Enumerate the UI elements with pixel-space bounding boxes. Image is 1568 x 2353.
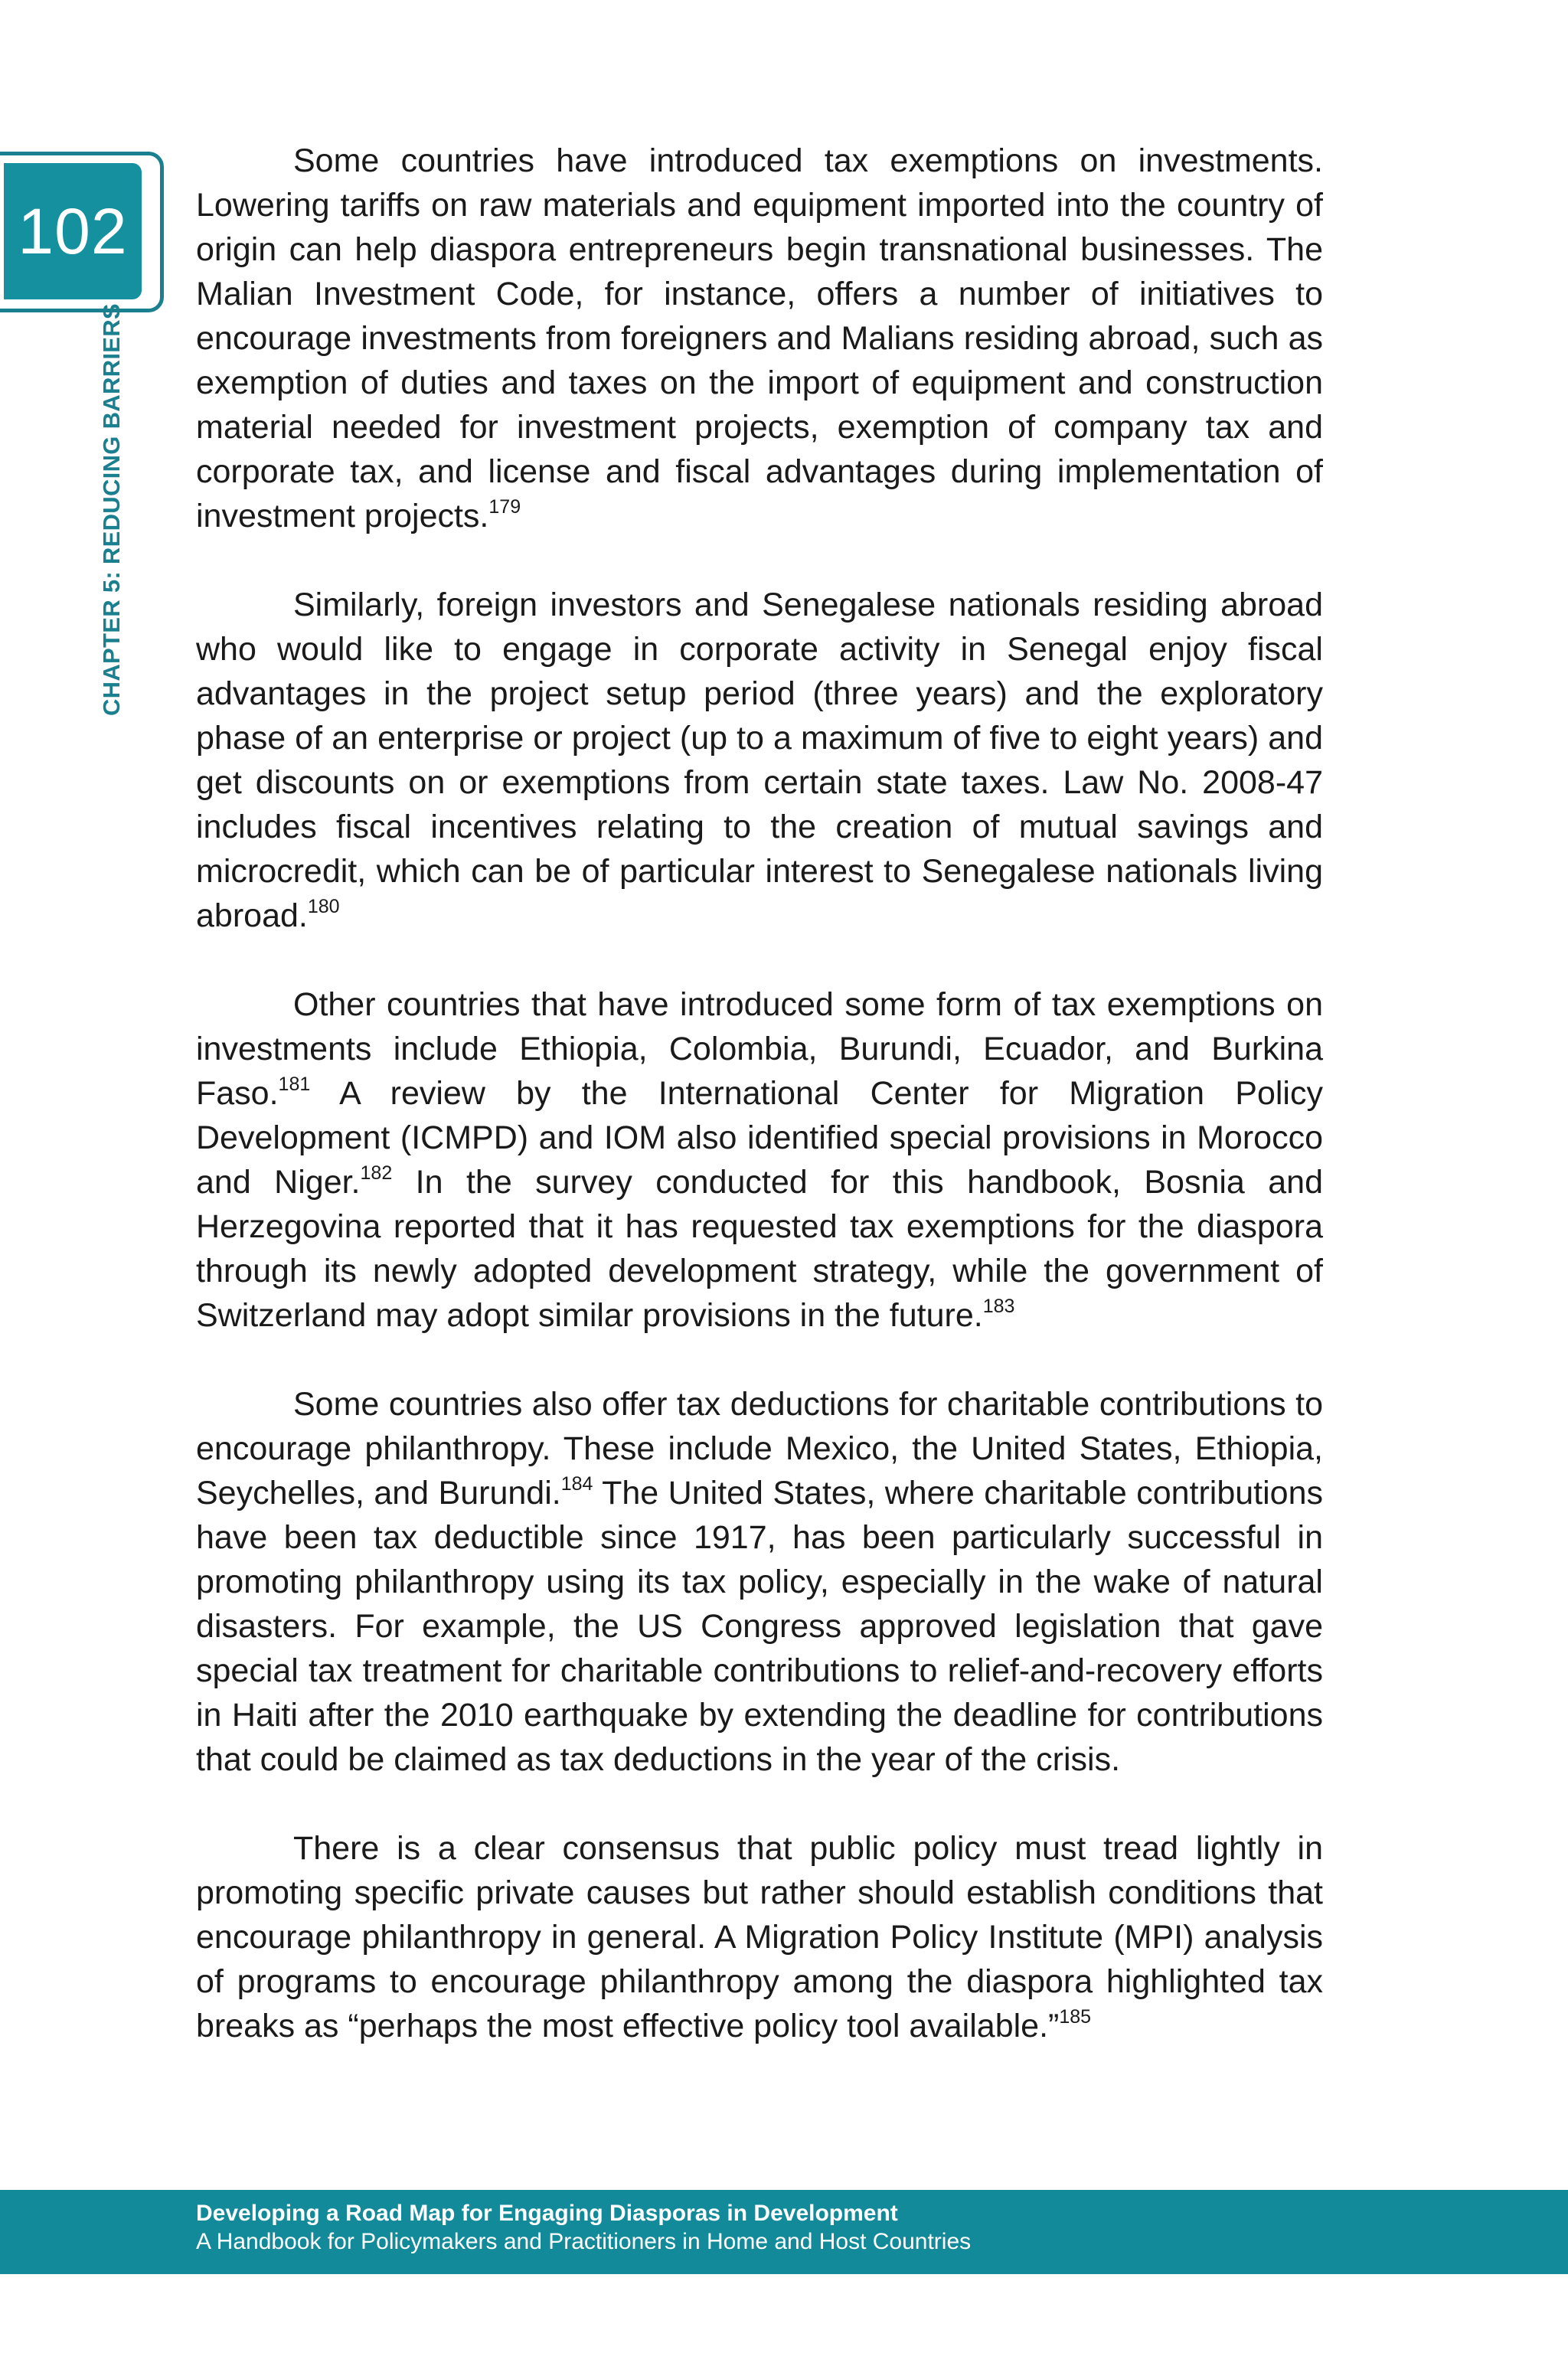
footnote-ref: 179 xyxy=(488,496,521,518)
paragraph xyxy=(196,982,1323,1338)
footnote-ref: 184 xyxy=(560,1473,593,1495)
chapter-label: CHAPTER 5: REDUCING BARRIERS xyxy=(98,303,125,716)
paragraph xyxy=(196,1382,1323,1782)
paragraph-text: In the survey conducted for this handbook, Bosnia and Herzegovina reported that it has requested tax exemptions for the diaspora through its newly adopted development strategy, while the government of Switzerland may adopt similar provisions in the future. xyxy=(196,1164,1323,1334)
paragraph xyxy=(196,583,1323,938)
page-number: 102 xyxy=(4,163,142,299)
paragraph xyxy=(196,1826,1323,2048)
footnote-ref: 185 xyxy=(1059,2006,1092,2028)
paragraph-text: Some countries also offer tax deductions for charitable contributions to encourage philanthropy. These include Mexico, the United States, Ethiopia, Seychelles, and Burundi. xyxy=(196,1386,1323,1511)
footnote-ref: 181 xyxy=(278,1074,311,1095)
page-number-tab xyxy=(0,152,164,312)
footnote-ref: 183 xyxy=(982,1296,1015,1317)
paragraph-text: Some countries have introduced tax exemptions on investments. Lowering tariffs on raw materials and equipment imported into the country of origin can help diaspora entrepreneurs begin transnational businesses. The Malian Investment Code, for instance, offers a number of initiatives to encourage investments from foreigners and Malians residing abroad, such as exemption of duties and taxes on the import of equipment and construction material needed for investment projects, exemption of company tax and corporate tax, and license and fiscal advantages during implementation of investment projects. xyxy=(196,142,1323,534)
footnote-ref: 180 xyxy=(307,896,340,917)
paragraph xyxy=(196,139,1323,538)
paragraph-text: The United States, where charitable contributions have been tax deductible since 1917, has been particularly successful in promoting philanthropy using its tax policy, especially in the wake of natural disasters. For example, the US Congress approved legislation that gave special tax treatment for charitable contributions to relief-and-recovery efforts in Haiti after the 2010 earthquake by extending the deadline for contributions that could be claimed as tax deductions in the year of the crisis. xyxy=(196,1475,1324,1778)
body-text xyxy=(196,139,1323,2093)
footer-subtitle: A Handbook for Policymakers and Practitioners in Home and Host Countries xyxy=(196,2229,972,2254)
footnote-ref: 182 xyxy=(360,1162,393,1184)
paragraph-text: Other countries that have introduced some form of tax exemptions on investments include Ethiopia, Colombia, Burundi, Ecuador, and Burkina Faso. xyxy=(196,986,1323,1112)
paragraph-text: Similarly, foreign investors and Senegalese nationals residing abroad who would like to engage in corporate activity in Senegal enjoy fiscal advantages in the project setup period (three years) and the exploratory phase of an enterprise or project (up to a maximum of five to eight years) and get discounts on or exemptions from certain state taxes. Law No. 2008-47 includes fiscal incentives relating to the creation of mutual savings and microcredit, which can be of particular interest to Senegalese nationals living abroad. xyxy=(196,587,1323,934)
paragraph-text: There is a clear consensus that public policy must tread lightly in promoting specific private causes but rather should establish conditions that encourage philanthropy in general. A Migration Policy Institute (MPI) analysis of programs to encourage philanthropy among the diaspora highlighted tax breaks as “perhaps the most effective policy tool available.” xyxy=(196,1830,1323,2044)
footer-title: Developing a Road Map for Engaging Diasporas in Development xyxy=(196,2201,898,2226)
paragraph-text: A review by the International Center for Migration Policy Development (ICMPD) and IOM also identified special provisions in Morocco and Niger. xyxy=(196,1075,1323,1201)
